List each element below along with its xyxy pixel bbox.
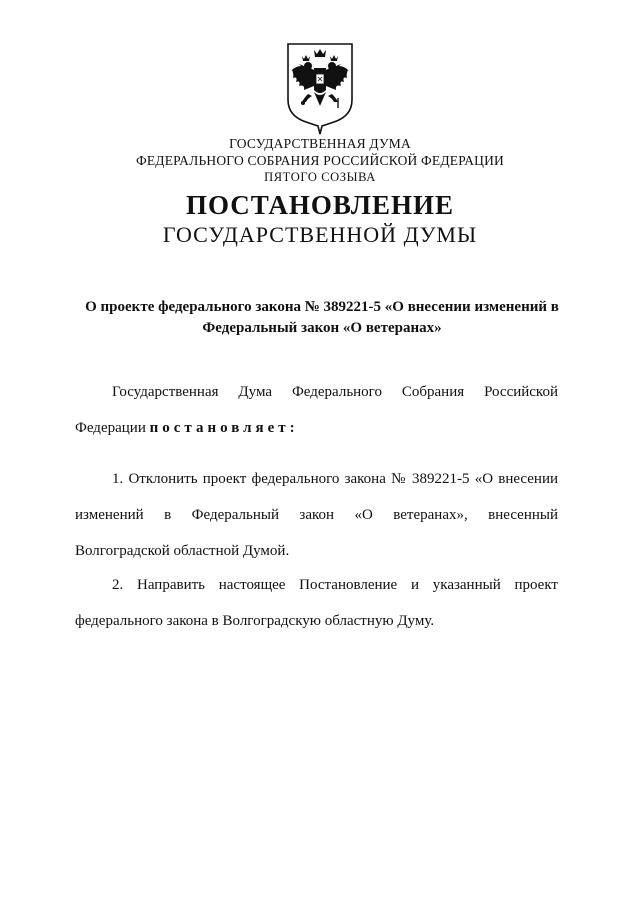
- header-convocation: ПЯТОГО СОЗЫВА: [264, 170, 376, 184]
- document-subtitle: ГОСУДАРСТВЕННОЙ ДУМЫ: [162, 222, 478, 247]
- subject-line-2: Федеральный закон «О ветеранах»: [202, 320, 442, 336]
- resolution-item-1: [75, 461, 558, 569]
- item-1-line-3: Волгоградской областной Думой.: [75, 543, 290, 559]
- item-2-line-2: федерального закона в Волгоградскую областную Думу.: [75, 613, 435, 629]
- preamble-verb: постановляет:: [149, 420, 299, 436]
- document-subject: [72, 297, 572, 339]
- subject-line-1: О проекте федерального закона № 389221-5 «О внесении изменений в: [85, 299, 559, 315]
- document-title: ПОСТАНОВЛЕНИЕ: [185, 190, 455, 220]
- header-organization: ГОСУДАРСТВЕННАЯ ДУМА: [229, 136, 411, 151]
- resolution-item-2: [75, 567, 558, 639]
- header-federal-assembly: ФЕДЕРАЛЬНОГО СОБРАНИЯ РОССИЙСКОЙ ФЕДЕРАЦИИ: [136, 153, 504, 168]
- item-2-line-1: 2. Направить настоящее Постановление и указанный проект: [112, 577, 558, 593]
- coat-of-arms-icon: [284, 40, 356, 136]
- preamble-line-1: Государственная Дума Федерального Собрания Российской: [112, 384, 558, 400]
- preamble-prefix: Федерации: [75, 420, 146, 436]
- item-1-line-1: 1. Отклонить проект федерального закона № 389221-5 «О внесении: [112, 471, 558, 487]
- item-1-line-2: изменений в Федеральный закон «О ветеранах», внесенный: [75, 507, 558, 523]
- preamble-line-2: [75, 410, 558, 446]
- preamble-paragraph: [75, 374, 558, 446]
